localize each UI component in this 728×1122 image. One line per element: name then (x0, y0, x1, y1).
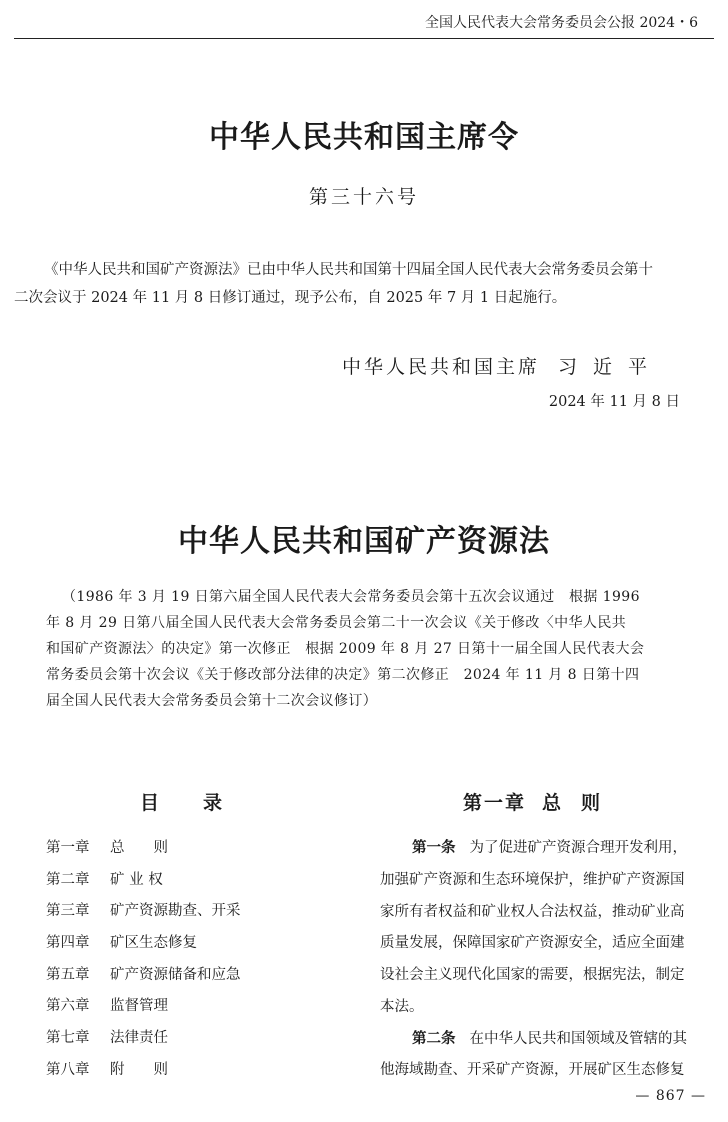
chapter-title: 总则 (542, 792, 621, 814)
decree-text-line-1: 《中华人民共和国矿产资源法》已由中华人民共和国第十四届全国人民代表大会常务委员会第十 (44, 262, 653, 278)
toc-item (46, 929, 241, 961)
article-1-line (412, 834, 687, 862)
toc-item (46, 834, 241, 866)
toc-heading: 目录 (140, 792, 267, 814)
toc-chapter-title: 矿 业 权 (110, 871, 163, 888)
toc-chapter-title: 总 则 (110, 840, 168, 856)
article-2-label: 第二条 (412, 1030, 456, 1047)
signature-block (342, 352, 663, 379)
toc-chapter-number: 第五章 (46, 966, 90, 983)
toc-item (46, 961, 241, 993)
history-line-4: 常务委员会第十次会议《关于修改部分法律的决定》第二次修正 2024 年 11 月 8 日第十四 (46, 667, 640, 683)
article-2-line: 他海域勘查、开采矿产资源，开展矿区生态修复 (380, 1062, 685, 1078)
history-line-2: 年 8 月 29 日第八届全国人民代表大会常务委员会第二十一次会议《关于修改〈中华人民共 (46, 615, 627, 631)
signer-name: 习近平 (558, 356, 664, 378)
signing-date: 2024 年 11 月 8 日 (548, 394, 680, 410)
toc-item (46, 1024, 241, 1056)
history-line-5: 届全国人民代表大会常务委员会第十二次会议修订） (46, 693, 378, 709)
toc-item (46, 992, 241, 1024)
toc-item (46, 897, 241, 929)
article-2-line (412, 1025, 687, 1053)
toc-chapter-number: 第八章 (46, 1061, 90, 1078)
history-line-3: 和国矿产资源法〉的决定》第一次修正 根据 2009 年 8 月 27 日第十一届全国人民代表大会 (46, 641, 645, 657)
toc-item (46, 866, 241, 898)
history-line-1: （1986 年 3 月 19 日第六届全国人民代表大会常务委员会第十五次会议通过 根据 1996 (62, 589, 640, 605)
table-of-contents (46, 834, 241, 1088)
law-title: 中华人民共和国矿产资源法 (178, 524, 550, 559)
article-1-line: 设社会主义现代化国家的需要，根据宪法，制定 (380, 967, 685, 983)
header-rule (14, 38, 714, 39)
signer-title: 中华人民共和国主席 (342, 356, 541, 378)
article-1-label: 第一条 (412, 839, 456, 856)
toc-chapter-title: 监督管理 (110, 998, 168, 1015)
toc-chapter-number: 第四章 (46, 935, 90, 952)
toc-chapter-number: 第二章 (46, 871, 90, 888)
toc-chapter-title: 附 则 (110, 1061, 168, 1078)
article-2-text: 在中华人民共和国领域及管辖的其 (469, 1031, 687, 1047)
toc-chapter-title: 矿区生态修复 (110, 935, 197, 952)
running-head: 全国人民代表大会常务委员会公报 2024・6 (425, 15, 698, 31)
chapter-heading (463, 788, 620, 815)
page-number: — 867 — (635, 1088, 706, 1104)
toc-chapter-number: 第一章 (46, 840, 90, 856)
decree-text-line-2: 二次会议于 2024 年 11 月 8 日修订通过，现予公布，自 2025 年 7 月 1 日起施行。 (14, 290, 567, 306)
toc-chapter-number: 第六章 (46, 998, 90, 1015)
article-1-line: 质量发展，保障国家矿产资源安全，适应全面建 (380, 935, 685, 951)
toc-chapter-title: 法律责任 (110, 1030, 168, 1047)
article-1-line: 本法。 (380, 999, 424, 1015)
toc-chapter-title: 矿产资源勘查、开采 (110, 903, 241, 920)
toc-chapter-title: 矿产资源储备和应急 (110, 966, 241, 983)
decree-title: 中华人民共和国主席令 (209, 120, 519, 155)
decree-number: 第三十六号 (308, 186, 419, 208)
toc-chapter-number: 第三章 (46, 903, 90, 920)
toc-chapter-number: 第七章 (46, 1030, 90, 1047)
toc-item (46, 1056, 241, 1088)
article-1-line: 家所有者权益和矿业权人合法权益，推动矿业高 (380, 904, 685, 920)
article-1-line: 加强矿产资源和生态环境保护，维护矿产资源国 (380, 872, 685, 888)
chapter-number: 第一章 (463, 792, 527, 814)
article-1-text: 为了促进矿产资源合理开发利用， (469, 840, 687, 856)
